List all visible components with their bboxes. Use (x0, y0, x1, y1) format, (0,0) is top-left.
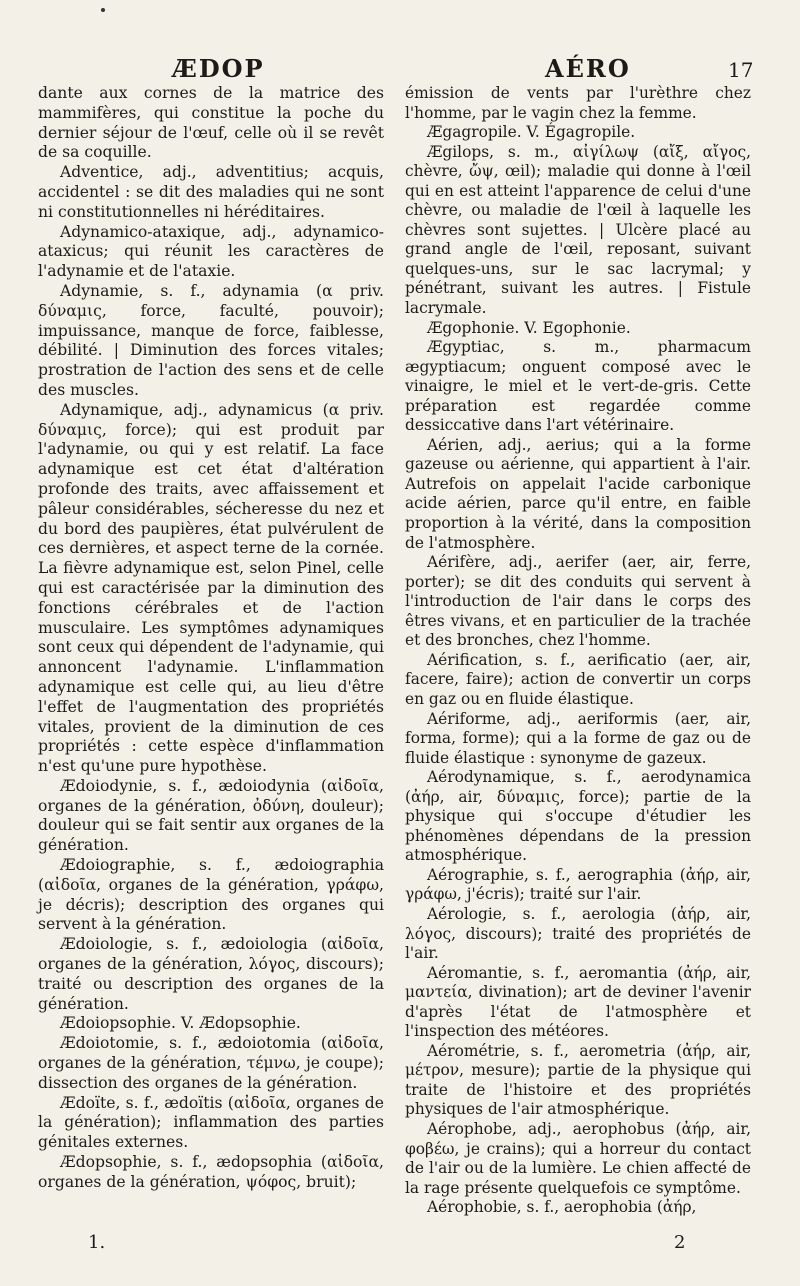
dictionary-entry: Adynamique, adj., adynamicus (α priv. δύναμις, force); qui est produit par l'adynamie, ou qui y est relatif. La face adynamique est cet état d'altération profonde des traits, avec affaissement et pâleur considérables, sécheresse du nez et du bord des paupières, état pulvérulent de ces dernières, et aspect terne de la cornée. La fièvre adynamique est, selon Pinel, celle qui est caractérisée par la diminution des fonctions cérébrales et de l'action musculaire. Les symptômes adynamiques sont ceux qui dépendent de l'adynamie, qui annoncent l'adynamie. L'inflammation adynamique est celle qui, au lieu d'être l'effet de l'augmentation des propriétés vitales, provient de la diminution de ces propriétés : cette espèce d'inflammation n'est qu'une pure hypothèse. (38, 400, 384, 776)
dictionary-entry: Aériforme, adj., aeriformis (aer, air, forma, forme); qui a la forme de gaz ou de fluide élastique : synonyme de gazeux. (405, 709, 751, 767)
entry-continuation: dante aux cornes de la matrice des mammifères, qui constitue la poche du dernier séjour de l'œuf, celle où il se revêt de sa coquille. (38, 84, 384, 162)
dictionary-entry: Aérifère, adj., aerifer (aer, air, ferre, porter); se dit des conduits qui servent à l'introduction de l'air dans le corps des êtres vivans, et en particulier de la trachée et des bronches, chez l'homme. (405, 553, 751, 650)
dictionary-entry: Aérographie, s. f., aerographia (ἀήρ, air, γράφω, j'écris); traité sur l'air. (405, 865, 751, 904)
dictionary-entry: Aéromantie, s. f., aeromantia (ἀήρ, air, μαντεία, divination); art de deviner l'avenir d'après l'état de l'atmosphère et l'inspection des météores. (405, 963, 751, 1041)
dictionary-entry: Ædoiotomie, s. f., ædoiotomia (αἰδοῖα, organes de la génération, τέμνω, je coupe); dissection des organes de la génération. (38, 1034, 384, 1092)
dictionary-entry: Aérométrie, s. f., aerometria (ἀήρ, air, μέτρον, mesure); partie de la physique qui traite de l'histoire et des propriétés physiques de l'air atmosphérique. (405, 1041, 751, 1119)
dictionary-entry: Aérification, s. f., aerificatio (aer, air, facere, faire); action de convertir un corps en gaz ou en fluide élastique. (405, 650, 751, 708)
dictionary-entry: Aérophobe, adj., aerophobus (ἀήρ, air, φοβέω, je crains); qui a horreur du contact de l'air ou de la lumière. Le chien affecté de la rage présente quelquefois ce symptôme. (405, 1119, 751, 1197)
dictionary-entry: Ædoiopsophie. V. Ædopsophie. (60, 1014, 301, 1033)
left-column (38, 84, 384, 1193)
running-head-center: AÉRO (545, 54, 631, 83)
dictionary-entry: Aérodynamique, s. f., aerodynamica (ἀήρ, air, δύναμις, force); partie de la physique qui s'occupe d'étudier les phénomènes dépendans de la pression atmosphérique. (405, 768, 751, 865)
dictionary-entry: Ædopsophie, s. f., ædopsophia (αἰδοῖα, organes de la génération, ψόφος, bruit); (38, 1153, 384, 1191)
dictionary-entry: Ædoiographie, s. f., ædoiographia (αἰδοῖα, organes de la génération, γράφω, je décris); description des organes qui servent à la génération. (38, 856, 384, 934)
signature-mark-right: 2 (674, 1232, 686, 1253)
dictionary-entry: Aérologie, s. f., aerologia (ἀήρ, air, λόγος, discours); traité des propriétés de l'air. (405, 904, 751, 963)
dictionary-entry: Adynamico-ataxique, adj., adynamico-ataxicus; qui réunit les caractères de l'adynamie et de l'ataxie. (38, 222, 384, 281)
dictionary-entry: Adventice, adj., adventitius; acquis, accidentel : se dit des maladies qui ne sont ni constitutionnelles ni héréditaires. (38, 163, 384, 221)
entry-continuation: émission de vents par l'urèthre chez l'homme, par le vagin chez la femme. (405, 84, 751, 122)
dictionary-entry: Aérien, adj., aerius; qui a la forme gazeuse ou aérienne, qui appartient à l'air. Autrefois on appelait l'acide carbonique acide aérien, parce qu'il entre, en faible proportion à la vérité, dans la composition de l'atmosphère. (405, 435, 751, 552)
dictionary-entry: Ædoiodynie, s. f., ædoiodynia (αἰδοῖα, organes de la génération, ὀδύνη, douleur); douleur qui se fait sentir aux organes de la génération. (38, 776, 384, 855)
dictionary-entry: Ægilops, s. m., αἰγίλωψ (αἴξ, αἴγος, chèvre, ὤψ, œil); maladie qui donne à l'œil qui en est atteint l'apparence de celui d'une chèvre, ou maladie de l'œil à laquelle les chèvres sont sujettes. | Ulcère placé au grand angle de l'œil, reposant, suivant quelques-uns, sur le sac lacrymal; y pénétrant, suivant les autres. | Fistule lacrymale. (405, 142, 751, 318)
page-number: 17 (728, 58, 754, 82)
ink-speck (101, 8, 105, 12)
dictionary-entry: Adynamie, s. f., adynamia (α priv. δύναμις, force, faculté, pouvoir); impuissance, manque de force, faiblesse, débilité. | Diminution des forces vitales; prostration de l'action des sens et de celle des muscles. (38, 281, 384, 399)
dictionary-entry: Ædoïte, s. f., ædoïtis (αἰδοῖα, organes de la génération); inflammation des parties génitales externes. (38, 1093, 384, 1152)
right-column (405, 84, 751, 1218)
dictionary-entry: Ægyptiac, s. m., pharmacum ægyptiacum; onguent composé avec le vinaigre, le miel et le vert-de-gris. Cette préparation est regardée comme dessiccative dans l'art vétérinaire. (405, 338, 751, 435)
dictionary-entry: Ædoiologie, s. f., ædoiologia (αἰδοῖα, organes de la génération, λόγος, discours); traité ou description des organes de la génération. (38, 935, 384, 1013)
dictionary-entry: Aérophobie, s. f., aerophobia (ἀήρ, (427, 1198, 697, 1217)
dictionary-entry: Ægagropile. V. Égagropile. (427, 123, 636, 142)
signature-mark-left: 1. (88, 1232, 106, 1253)
dictionary-entry: Ægophonie. V. Egophonie. (427, 318, 631, 337)
running-head-left: ÆDOP (172, 54, 265, 83)
